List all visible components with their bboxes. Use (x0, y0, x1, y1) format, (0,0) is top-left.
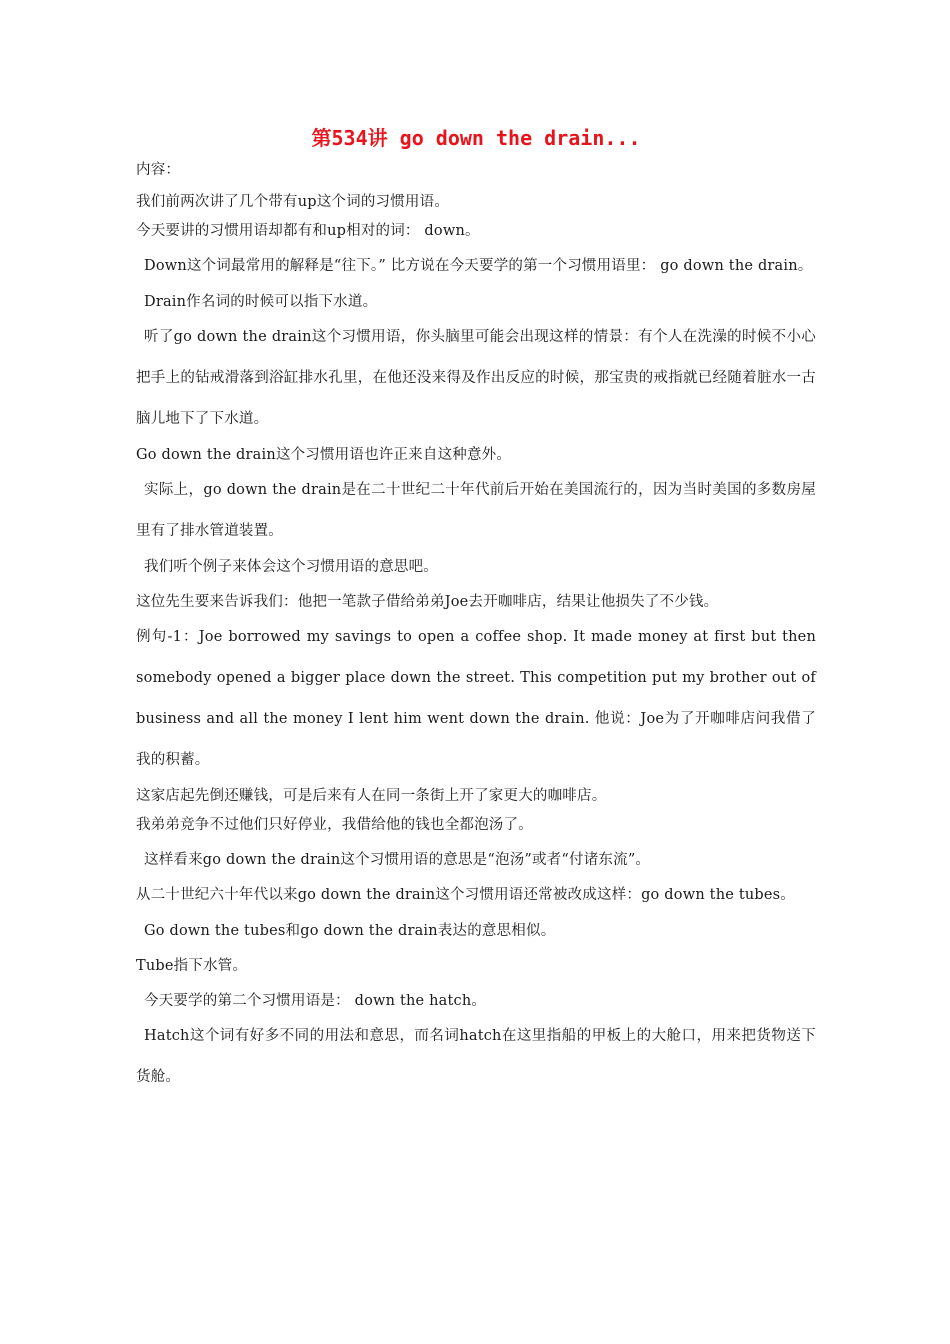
paragraph: 我弟弟竞争不过他们只好停业，我借给他的钱也全都泡汤了。 (136, 817, 533, 833)
paragraph: Tube指下水管。 (136, 958, 248, 974)
paragraph: 听了go down the drain这个习惯用语，你头脑里可能会出现这样的情景：有个人在洗澡的时候不小心把手上的钻戒滑落到浴缸排水孔里，在他还没来得及作出反应的时候，那宝贵的戒指就已经随着脏水一古脑儿地下了下水道。 (136, 329, 816, 427)
example-sentence: 例句-1：Joe borrowed my savings to open a coffee shop. It made money at first but then somebody opened a bigger place down the street. This competition put my brother out of business and all the money I lent him went down the drain. 他说：Joe为了开咖啡店问我借了我的积蓄。 (136, 629, 816, 768)
paragraph: Go down the drain这个习惯用语也许正来自这种意外。 (136, 447, 512, 463)
paragraph: Hatch这个词有好多不同的用法和意思，而名词hatch在这里指船的甲板上的大舱口，用来把货物送下货舱。 (136, 1028, 816, 1085)
paragraph: 这家店起先倒还赚钱，可是后来有人在同一条街上开了家更大的咖啡店。 (136, 788, 607, 804)
content-label: 内容： (136, 162, 181, 178)
paragraph: 从二十世纪六十年代以来go down the drain这个习惯用语还常被改成这样：go down the tubes。 (136, 887, 795, 903)
lesson-title: 第534讲 go down the drain... (311, 126, 641, 150)
document-page (136, 118, 816, 1103)
paragraph: Drain作名词的时候可以指下水道。 (144, 294, 378, 310)
paragraph: 今天要讲的习惯用语却都有和up相对的词： down。 (136, 223, 480, 239)
paragraph: Down这个词最常用的解释是“往下。” 比方说在今天要学的第一个习惯用语里： go down the drain。 (144, 258, 813, 274)
paragraph: 我们听个例子来体会这个习惯用语的意思吧。 (144, 559, 438, 575)
paragraph: 实际上，go down the drain是在二十世纪二十年代前后开始在美国流行的，因为当时美国的多数房屋里有了排水管道装置。 (136, 482, 816, 539)
paragraph: 这位先生要来告诉我们：他把一笔款子借给弟弟Joe去开咖啡店，结果让他损失了不少钱。 (136, 594, 719, 610)
paragraph: 今天要学的第二个习惯用语是： down the hatch。 (144, 993, 487, 1009)
paragraph: 这样看来go down the drain这个习惯用语的意思是“泡汤”或者“付诸东流”。 (144, 852, 651, 868)
paragraph: Go down the tubes和go down the drain表达的意思相似。 (144, 923, 556, 939)
paragraph: 我们前两次讲了几个带有up这个词的习惯用语。 (136, 194, 450, 210)
